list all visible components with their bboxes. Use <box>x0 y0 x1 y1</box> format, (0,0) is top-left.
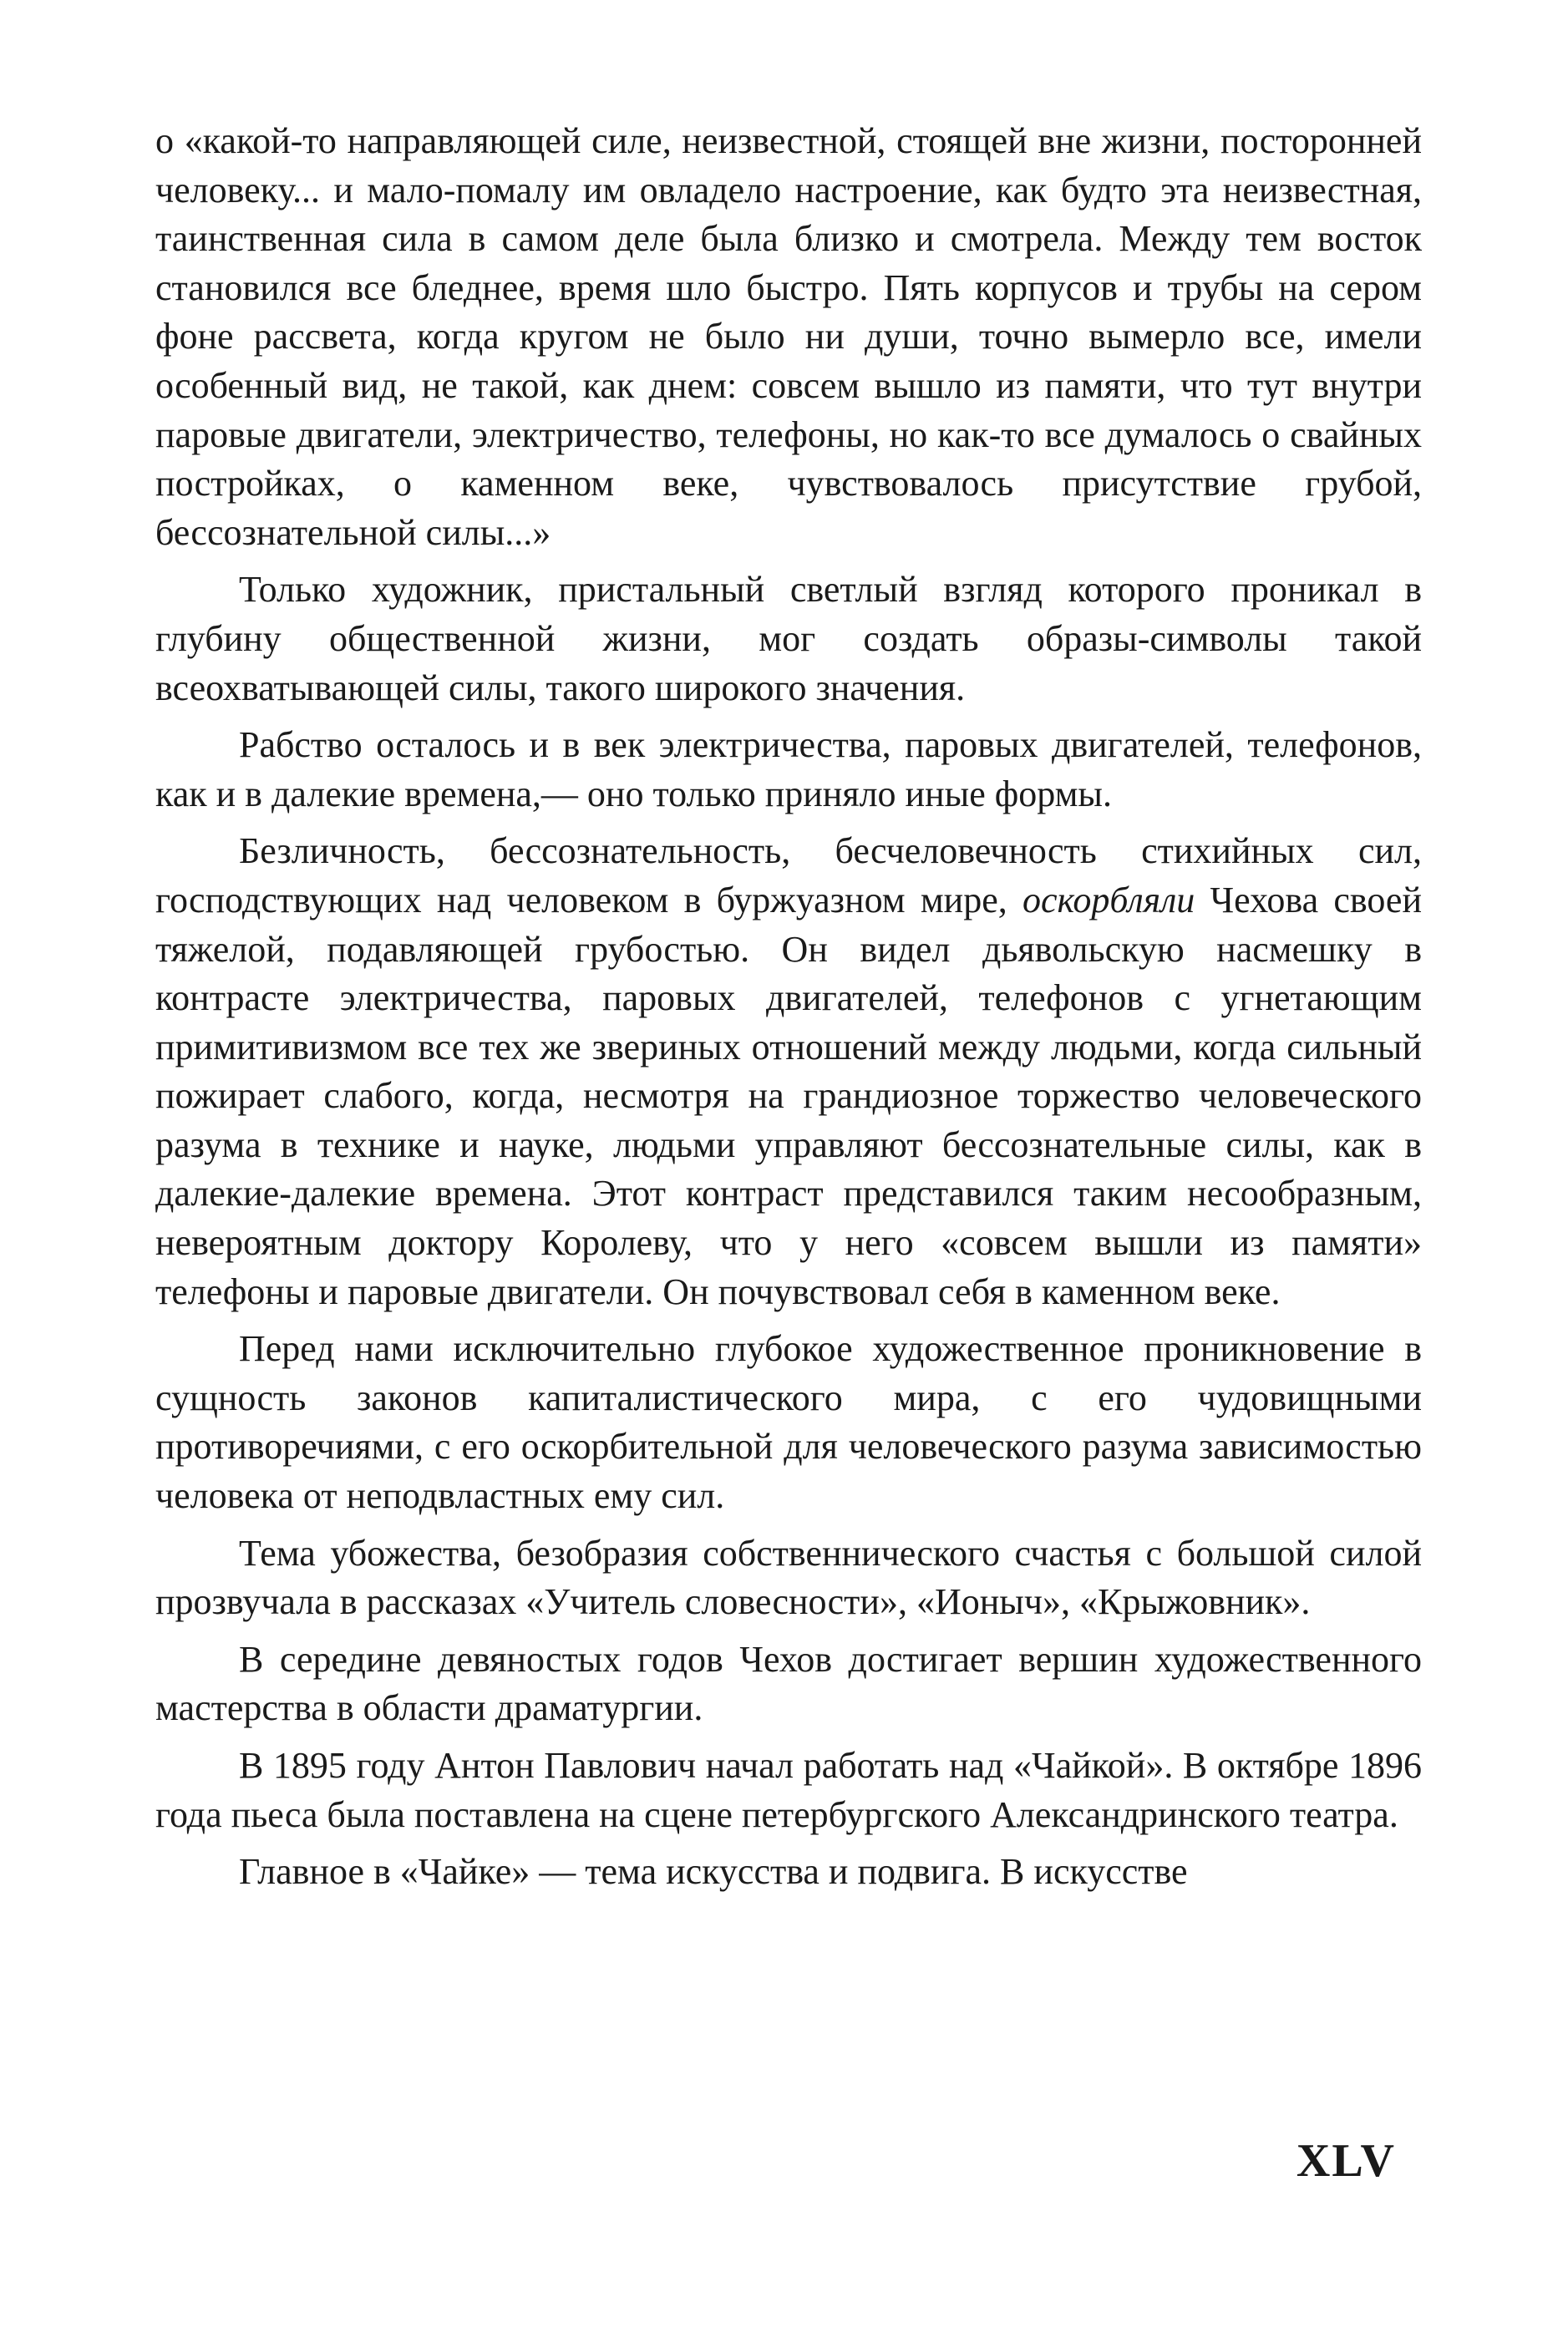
paragraph-artist: Только художник, пристальный светлый взгляд которого проникал в глубину общественной жизни, мог создать образы-символы такой всеохватывающей силы, такого широкого значения. <box>155 569 1422 708</box>
paragraph-drama: В середине девяностых годов Чехов достигает вершин художественного мастерства в области драматургии. <box>155 1638 1422 1729</box>
paragraph-seagull-1895: В 1895 году Антон Павлович начал работать над «Чайкой». В октябре 1896 года пьеса была поставлена на сцене петербургского Александринского театра. <box>155 1745 1422 1835</box>
paragraph-insight: Перед нами исключительно глубокое художественное проникновение в сущность законов капиталистического мира, с его чудовищными противоречиями, с его оскорбительной для человеческого разума зависимостью человека от неподвластных ему сил. <box>155 1328 1422 1517</box>
body-text <box>155 117 1422 1905</box>
paragraph-seagull-main: Главное в «Чайке» — тема искусства и подвига. В искусстве <box>239 1851 1188 1893</box>
paragraph-slavery: Рабство осталось и в век электричества, паровых двигателей, телефонов, как и в далекие времена,— оно только приняло иные формы. <box>155 724 1422 814</box>
page-number: XLV <box>1296 2135 1396 2187</box>
paragraph-theme: Тема убожества, безобразия собственнического счастья с большой силой прозвучала в рассказах «Учитель словесности», «Ионыч», «Крыжовник». <box>155 1532 1422 1623</box>
emphasis-word: оскорбляли <box>1022 879 1195 920</box>
paragraph-impersonality-start: Безличность, бессознательность, бесчеловечность стихийных сил, господствующих над человеком в буржуазном мире, <box>155 830 1422 920</box>
paragraph-impersonality <box>155 827 1422 1316</box>
paragraph-continued-quote: о «какой-то направляющей силе, неизвестной, стоящей вне жизни, посторонней человеку... и мало-помалу им овладело настроение, как будто эта неизвестная, таинственная сила в самом деле была близко и смотрела. Между тем восток становился все бледнее, время шло быстро. Пять корпусов и трубы на сером фоне рассвета, когда кругом не было ни души, точно вымерло все, имели особенный вид, не такой, как днем: совсем вышло из памяти, что тут внутри паровые двигатели, электричество, телефоны, но как-то все думалось о свайных постройках, о каменном веке, чувствовалось присутствие грубой, бессознательной силы...» <box>155 120 1422 553</box>
paragraph-impersonality-rest: Чехова своей тяжелой, подавляющей грубостью. Он видел дьявольскую насмешку в контрасте электричества, паровых двигателей, телефонов с угнетающим примитивизмом все тех же звериных отношений между людьми, когда сильный пожирает слабого, когда, несмотря на грандиозное торжество человеческого разума в технике и науке, людьми управляют бессознательные силы, как в далекие-далекие времена. Этот контраст представился таким несообразным, невероятным доктору Королеву, что у него «совсем вышли из памяти» телефоны и паровые двигатели. Он почувствовал себя в каменном веке. <box>155 879 1422 1312</box>
